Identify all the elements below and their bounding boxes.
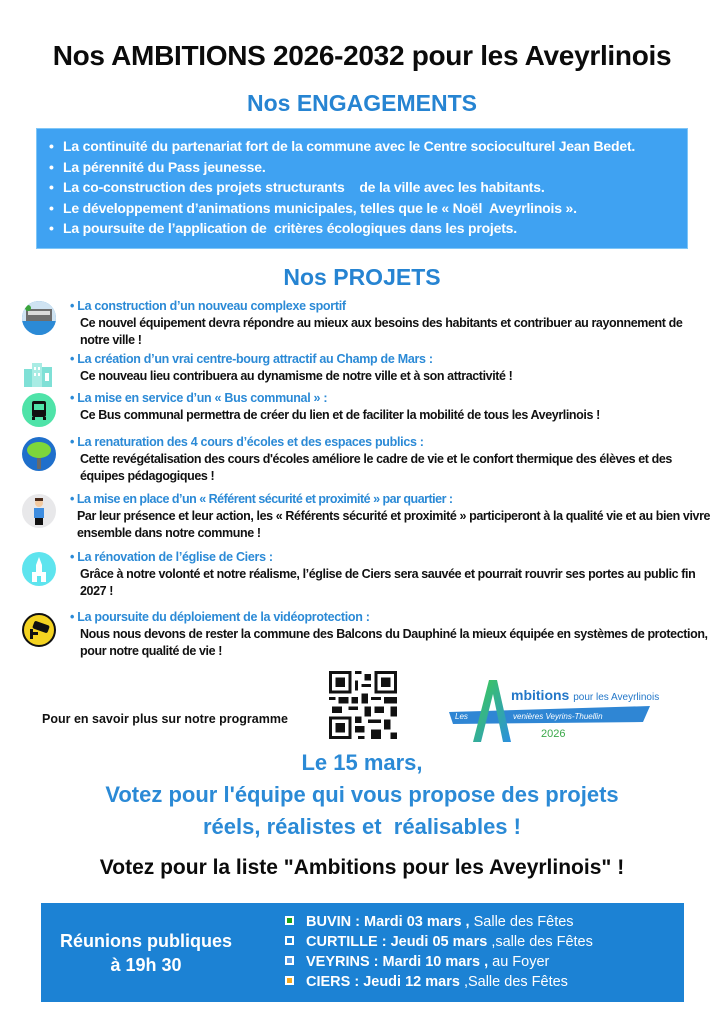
logo-year: 2026 <box>541 728 566 740</box>
meeting-item: CURTILLE : Jeudi 05 mars ,salle des Fêtes <box>285 932 593 952</box>
engagement-item: • La co-construction des projets structurants de la ville avec les habitants. <box>49 179 545 195</box>
project-item: • La rénovation de l’église de Ciers : Grâce à notre volonté et notre réalisme, l’église de Ciers sera sauvée et pourrait rouvrir ses portes au public fin 2027 ! <box>22 550 712 602</box>
logo-band-left: Les <box>455 712 468 721</box>
engagements-list <box>37 129 687 239</box>
square-marker-icon <box>285 936 294 945</box>
logo-band-right: venières Veyrins-Thuellin <box>513 712 603 721</box>
engagement-item: • La continuité du partenariat fort de la commune avec le Centre socioculturel Jean Bedet. <box>49 138 636 154</box>
engagements-box <box>36 128 688 249</box>
campaign-logo <box>445 676 665 744</box>
project-item: • La mise en service d’un « Bus communal » : Ce Bus communal permettra de créer du lien et de faciliter la mobilité de tous les Aveyrlinois ! <box>22 391 712 429</box>
meeting-item: CIERS : Jeudi 12 mars ,Salle des Fêtes <box>285 972 593 992</box>
project-item: • La mise en place d’un « Référent sécurité et proximité » par quartier : Par leur présence et leur action, les « Référents sécurité et proximité » participeront à la qualité vie et au bien vivre ensemble dans notre commune ! <box>22 492 712 544</box>
square-marker-icon <box>285 956 294 965</box>
logo-main: mbitions pour les Aveyrlinois <box>511 687 660 703</box>
project-item: • La création d’un vrai centre-bourg attractif au Champ de Mars : Ce nouveau lieu contribuera au dynamisme de notre ville et à son attractivité ! <box>22 352 712 388</box>
engagement-item: • Le développement d’animations municipales, telles que le « Noël Aveyrlinois ». <box>49 199 577 216</box>
person-icon <box>22 494 56 528</box>
qr-code-icon[interactable] <box>329 671 397 739</box>
projects-heading: Nos PROJETS <box>283 264 441 290</box>
square-marker-icon <box>285 916 294 925</box>
engagement-item: • La pérennité du Pass jeunesse. <box>49 158 266 175</box>
meeting-item: BUVIN : Mardi 03 mars , Salle des Fêtes <box>285 912 593 932</box>
sports-complex-icon <box>22 301 56 335</box>
vote-line-2: Votez pour l'équipe qui vous propose des projets <box>105 782 619 807</box>
tree-icon <box>22 437 56 471</box>
public-meetings-box <box>41 903 684 1002</box>
vote-list-slogan: Votez pour la liste "Ambitions pour les Aveyrlinois" ! <box>99 856 625 879</box>
town-center-icon <box>22 355 56 389</box>
vote-date: Le 15 mars, <box>301 750 423 775</box>
engagement-item: • La poursuite de l’application de critères écologiques dans les projets. <box>49 220 517 236</box>
bus-icon <box>22 393 56 427</box>
square-marker-icon <box>285 976 294 985</box>
meeting-item: VEYRINS : Mardi 10 mars , au Foyer <box>285 952 593 972</box>
meetings-list <box>285 912 593 992</box>
meetings-heading: Réunions publiques à 19h 30 <box>59 931 232 975</box>
page-title: Nos AMBITIONS 2026-2032 pour les Aveyrlinois <box>52 40 672 71</box>
engagements-heading: Nos ENGAGEMENTS <box>246 90 478 116</box>
cctv-camera-icon <box>22 613 56 647</box>
church-icon <box>22 552 56 586</box>
vote-line-3: réels, réalistes et réalisables ! <box>203 814 521 839</box>
project-item: • La poursuite du déploiement de la vidéoprotection : Nous nous devons de rester la commune des Balcons du Dauphiné la mieux équipée en systèmes de protection, pour notre qualité de vie ! <box>22 610 712 662</box>
project-item: • La renaturation des 4 cours d’écoles et des espaces publics : Cette revégétalisation des cours d'écoles améliore le cadre de vie et le confort thermique des élèves et des équipes pédagogiques ! <box>22 435 712 487</box>
project-item: • La construction d’un nouveau complexe sportif Ce nouvel équipement devra répondre au mieux aux besoins des habitants et contribuer au rayonnement de notre ville ! <box>22 299 712 351</box>
program-info-text: Pour en savoir plus sur notre programme <box>42 712 288 726</box>
